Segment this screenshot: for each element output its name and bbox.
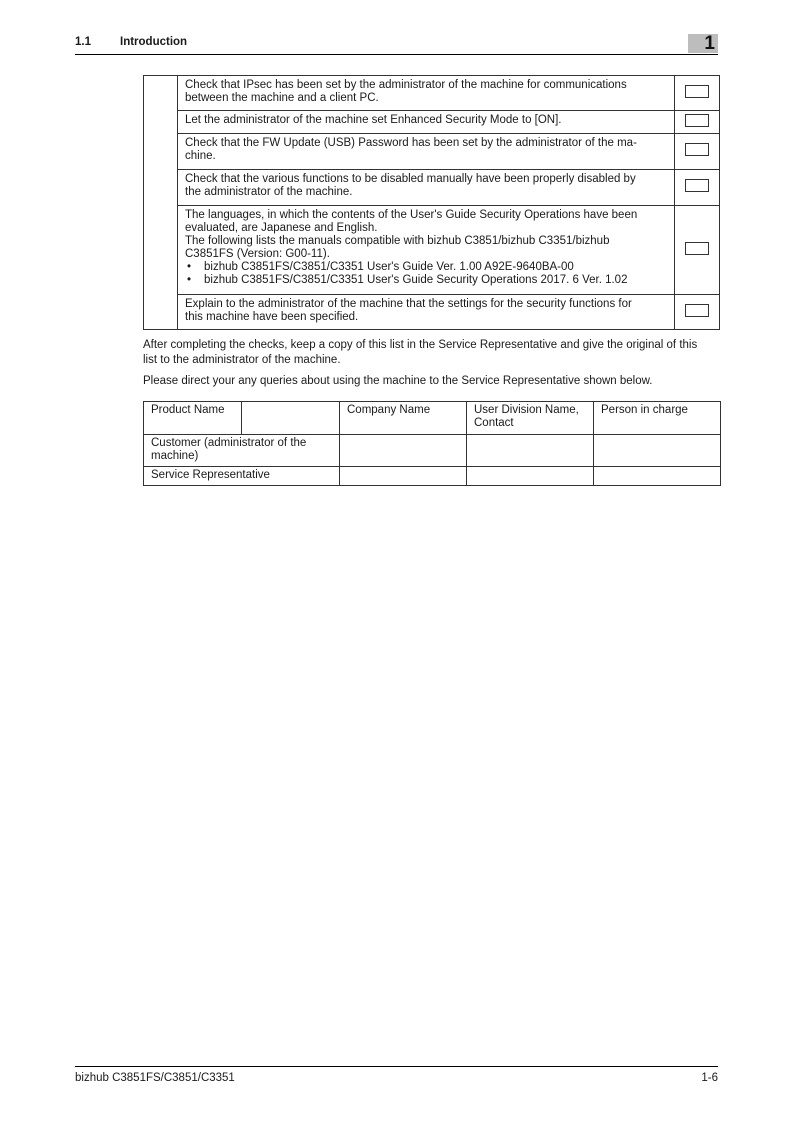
text-line: evaluated, are Japanese and English. [185,222,378,234]
checklist-table [143,75,720,330]
checkbox-cell [675,76,720,111]
service-division-cell [467,467,594,486]
checklist-item-text [178,134,675,170]
text-line: After completing the checks, keep a copy of this list in the Service Representative and give the original of this [143,339,698,351]
text-line: Explain to the administrator of the machine that the settings for the security functions for [185,298,632,310]
table-row [144,467,721,486]
customer-division-cell [467,435,594,467]
text-line: C3851FS (Version: G00-11). [185,248,330,260]
page-footer [75,1066,718,1084]
checkbox-cell [675,111,720,134]
checklist-item-text [178,76,675,111]
customer-company-cell [340,435,467,467]
text-line: The following lists the manuals compatible with bizhub C3851/bizhub C3351/bizhub [185,235,610,247]
checkbox[interactable] [685,143,709,156]
table-row [144,402,721,435]
checkbox-cell [675,206,720,295]
table-row [144,435,721,467]
page-number: 1-6 [701,1072,718,1084]
text-line: Let the administrator of the machine set Enhanced Security Mode to [ON]. [185,114,562,126]
product-name-value [242,402,340,435]
chapter-tab [688,34,718,53]
section-number: 1.1 [75,36,91,48]
checkbox[interactable] [685,114,709,127]
product-name-label: Product Name [144,402,242,435]
checkbox[interactable] [685,304,709,317]
checklist-row [144,76,720,111]
checklist-item-text [178,295,675,330]
checklist-row [144,134,720,170]
checkbox[interactable] [685,242,709,255]
person-in-charge-header: Person in charge [594,402,721,435]
section-title: Introduction [120,36,188,48]
checkbox-cell [675,295,720,330]
checklist-item-text [178,206,675,295]
checklist-blank-column [144,76,178,330]
checklist-row [144,170,720,206]
text-line: Check that the various functions to be disabled manually have been properly disabled by [185,173,636,185]
queries-paragraph [143,374,723,389]
manual-list [185,261,668,287]
after-checks-paragraph [143,338,723,368]
list-item: • bizhub C3851FS/C3851/C3351 User's Guide Security Operations 2017. 6 Ver. 1.02 [185,274,668,287]
text-line: Check that IPsec has been set by the administrator of the machine for communications [185,79,627,91]
text-line: the administrator of the machine. [185,186,353,198]
footer-model: bizhub C3851FS/C3851/C3351 [75,1072,235,1084]
service-person-cell [594,467,721,486]
contact-table [143,401,721,486]
checkbox[interactable] [685,179,709,192]
checklist-row [144,295,720,330]
text-line: Check that the FW Update (USB) Password has been set by the administrator of the ma- [185,137,637,149]
customer-label [144,435,340,467]
text-line: this machine have been specified. [185,311,359,323]
service-company-cell [340,467,467,486]
text-line: User Division Name, [474,404,579,416]
text-line: list to the administrator of the machine. [143,354,341,366]
text-line: Contact [474,417,514,429]
service-rep-label: Service Representative [144,467,340,486]
text-line: machine) [151,450,199,462]
text-line: The languages, in which the contents of the User's Guide Security Operations have been [185,209,638,221]
customer-person-cell [594,435,721,467]
company-name-header: Company Name [340,402,467,435]
text-line: between the machine and a client PC. [185,92,379,104]
checklist-item-text [178,111,675,134]
checklist-row [144,206,720,295]
text-line: Please direct your any queries about using the machine to the Service Representative shown below. [143,375,653,387]
text-line: chine. [185,150,216,162]
checkbox[interactable] [685,85,709,98]
checklist-row [144,111,720,134]
list-item: • bizhub C3851FS/C3851/C3351 User's Guide Ver. 1.00 A92E-9640BA-00 [185,261,668,274]
page-header [75,34,718,55]
text-line: Customer (administrator of the [151,437,307,449]
checkbox-cell [675,134,720,170]
chapter-number: 1 [704,33,715,54]
checklist-item-text [178,170,675,206]
checkbox-cell [675,170,720,206]
user-division-header [467,402,594,435]
